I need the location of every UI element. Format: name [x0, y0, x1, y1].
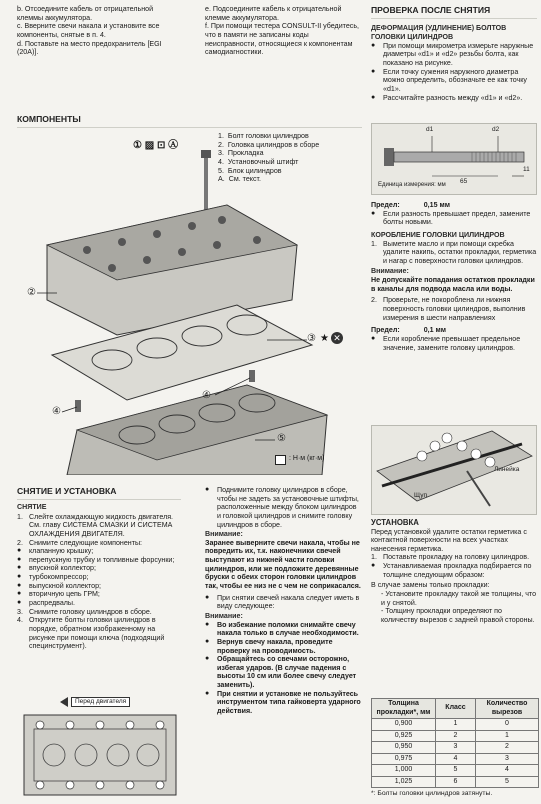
install-steps: [371, 553, 537, 562]
limit-row: [371, 201, 537, 210]
list-item: ● вторичную цепь ГРМ;: [17, 590, 181, 599]
middle-column: [205, 486, 362, 716]
bolt-shank: [204, 158, 208, 210]
middle-bullets-1: [205, 486, 362, 529]
replace-line-1: - Установите прокладку такой же толщины, что и у снятой.: [381, 589, 537, 607]
limit-label: Предел:: [371, 201, 400, 209]
gasket-table-wrapper: [371, 698, 539, 799]
exploded-view-svg: [17, 150, 362, 475]
removal-subtitle: СНЯТИЕ: [17, 503, 47, 511]
callout-2: ②: [27, 287, 36, 298]
feeler-label: Щуп: [414, 492, 428, 499]
ruler-label: Линейка: [494, 466, 520, 473]
attention-label-2: Внимание:: [205, 611, 243, 620]
legend-row: A. См. текст.: [218, 175, 261, 184]
list-item: ● Если разность превышает предел, замените болты новыми.: [371, 210, 537, 227]
callout-4-left: ④: [52, 406, 61, 417]
table-header-row: [372, 699, 539, 719]
list-item: ● Вернув свечу накала, проведите проверку на проводимость.: [205, 638, 362, 655]
bolt-bullets: [371, 42, 537, 102]
engine-front-arrow: [60, 697, 130, 707]
table-row: 0,975 4 3: [372, 753, 539, 765]
table-row: 1,000 5 4: [372, 765, 539, 777]
inspection-title: ПРОВЕРКА ПОСЛЕ СНЯТИЯ: [371, 5, 537, 19]
list-item: ● Если точку сужения наружного диаметра можно определить, обозначьте ее как точку «d1».: [371, 68, 537, 94]
removal-title: СНЯТИЕ И УСТАНОВКА: [17, 486, 181, 500]
table-footnote: *: Болты головки цилиндров затянуты.: [371, 790, 493, 798]
torque-icon: [275, 455, 286, 465]
legend-row: 5. Блок цилиндров: [218, 166, 282, 175]
column-header: Толщина прокладки*, мм: [372, 699, 436, 719]
limit-value: 0,15 мм: [423, 201, 450, 209]
column-header: Класс: [436, 699, 476, 719]
install-bullets: [371, 562, 537, 579]
bolt-head: [201, 150, 211, 158]
removal-components-list: [17, 547, 181, 607]
replace-line-2: - Толщину прокладки определяют по количеству вырезов с задней правой стороны.: [381, 607, 535, 624]
removal-step: 4. Открутите болты головки цилиндров в порядке, обратном изображенному на рисунке при помощи ключа (подходящий специнструмент).: [17, 616, 165, 651]
legend-row: 1. Болт головки цилиндров: [218, 132, 309, 140]
table-row: 0,900 1 0: [372, 719, 539, 731]
dowel-pin-right: [249, 370, 255, 382]
list-item: ● При снятии свечей накала следует иметь в виду следующее:: [205, 594, 362, 611]
attention-label-3: Внимание:: [371, 267, 409, 276]
table-row: 0,950 3 2: [372, 742, 539, 754]
warning-text-3: Не допускайте попадания остатков прокладки в каналы для подвода масла или воды.: [371, 276, 535, 293]
install-title: УСТАНОВКА: [371, 518, 419, 527]
removal-step: 1. Слейте охлаждающую жидкость двигателя. См. главу СИСТЕМА СМАЗКИ И СИСТЕМА ОХЛАЖДЕНИЯ ДВИГАТЕЛЯ.: [17, 512, 174, 538]
bolt-deformation-subtitle: ДЕФОРМАЦИЯ (УДЛИНЕНИЕ) БОЛТОВ ГОЛОВКИ ЦИЛИНДРОВ: [371, 24, 507, 42]
install-section: [371, 518, 537, 625]
removal-body: [17, 503, 181, 651]
top-left-item-b: b. Отсоедините кабель от отрицательной клеммы аккумулятора.: [17, 5, 154, 22]
top-middle-item-e: e. Подсоедините кабель к отрицательной клемме аккумулятора.: [205, 5, 342, 22]
warp-subtitle: КОРОБЛЕНИЕ ГОЛОВКИ ЦИЛИНДРОВ: [371, 230, 505, 239]
callout-4-right: ④: [202, 390, 211, 401]
warp-steps: [371, 240, 537, 266]
list-item: ● Рассчитайте разность между «d1» и «d2».: [371, 94, 537, 103]
torque-note: : Н·м (кг·м): [289, 455, 325, 462]
warning-text-1: Заранее выверните свечи накала, чтобы не повредить их, т.к. наконечники свечей выступают из нижней части головки цилиндров, или же подложите деревянные бруски с обеих сторон головки цилиндров так, чтобы ее низ не с чем не соприкасался.: [205, 538, 361, 591]
top-left-item-d: d. Поставьте на место предохранитель [EGI (20A)].: [17, 39, 162, 57]
right-column-top: [371, 5, 537, 102]
attention-label-1: Внимание:: [205, 530, 243, 539]
list-item: ● распредвалы.: [17, 599, 181, 608]
warp-step: 2. Проверьте, не покороблена ли нижняя поверхность головки цилиндров, выполнив измерения в шести направлениях: [371, 296, 526, 322]
limit2-label: Предел:: [371, 326, 400, 335]
d1-label: d1: [426, 126, 434, 133]
list-item: ● Обращайтесь со свечами осторожно, избегая ударов. (В случае падения с высоты 10 см или более свечу следует заменить).: [205, 655, 362, 690]
limit2-row: [371, 326, 537, 335]
removal-step: 3. Снимите головку цилиндров в сборе.: [17, 607, 152, 616]
components-title: КОМПОНЕНТЫ: [17, 114, 362, 128]
install-intro: Перед установкой удалите остатки герметика с контактной поверхности на всех участках нанесения герметика.: [371, 527, 527, 553]
engine-front-label: Перед двигателя: [71, 697, 130, 707]
no-reuse-icon: ✕: [331, 332, 343, 344]
top-left-item-c: c. Вверните свечи накала и установите все компоненты, снятые в п. 4.: [17, 22, 160, 39]
table-row: 0,925 2 1: [372, 730, 539, 742]
list-item: ● турбокомпрессор;: [17, 573, 181, 582]
list-item: ● впускной коллектор;: [17, 564, 181, 573]
list-item: ● Во избежание поломки снимайте свечу накала только в случае необходимости.: [205, 621, 362, 638]
callout-5: ⑤: [277, 433, 286, 444]
top-middle-text: [205, 5, 362, 57]
list-item: ● перепускную трубку и топливные форсунки;: [17, 556, 181, 565]
warning-list: [205, 621, 362, 716]
gasket-thickness-table: [371, 698, 539, 788]
legend-row: 2. Головка цилиндров в сборе: [218, 140, 320, 149]
table-row: 1,025 6 5: [372, 776, 539, 788]
d2-label: d2: [492, 126, 500, 133]
install-step: 1. Поставьте прокладку на головку цилиндров.: [371, 553, 530, 562]
top-left-text: [17, 5, 181, 57]
legend-row: 3. Прокладка: [218, 149, 264, 158]
list-item: ● При помощи микрометра измерьте наружные диаметры «d1» и «d2» резьбы болта, как показано на рисунке.: [371, 42, 537, 68]
limit2-value: 0,1 мм: [423, 326, 447, 335]
arrow-left-icon: [60, 697, 68, 707]
list-item: ● При снятии и установке не пользуйтесь инструментом типа гайковерта ударного действия.: [205, 690, 362, 716]
limit-bullets: [371, 210, 537, 227]
bolt-order-diagram: [20, 711, 180, 799]
removal-steps-2: [17, 608, 181, 651]
list-item: ● Поднимите головку цилиндров в сборе, чтобы не задеть за установочные штифты, расположенные между блоком цилиндров и головкой цилиндров и снимите головку цилиндров в сборе.: [205, 486, 362, 529]
warp-step: 1. Выметите масло и при помощи скребка удалите накипь, остатки прокладки, герметика и нагар с поверхности головки цилиндров.: [371, 239, 537, 265]
removal-step: 2. Снимите следующие компоненты:: [17, 538, 143, 547]
column-header: Количество вырезов: [476, 699, 539, 719]
bolt-order-svg: [20, 711, 180, 799]
list-item: ● Устанавливаемая прокладка подбирается по толщине следующим образом:: [371, 562, 537, 579]
list-item: ● выпускной коллектор;: [17, 582, 181, 591]
exploded-engine-illustration: [17, 150, 362, 475]
legend-row: 4. Установочный штифт: [218, 157, 299, 166]
replace-case: В случае замены только прокладки:: [371, 581, 490, 590]
callout-3: ③: [307, 333, 316, 344]
warpage-figure: [371, 425, 537, 515]
components-symbols: ① ▨ ⊡ Ⓐ: [133, 140, 179, 151]
dim-65-label: 65: [460, 178, 468, 185]
dim-11-label: 11: [523, 166, 530, 173]
bolt-measure-figure: [371, 123, 537, 195]
list-item: ● Если коробление превышает предельное значение, замените головку цилиндров.: [371, 335, 537, 352]
unit-label: Единица измерения: мм: [378, 182, 446, 188]
callout-3-star: ★: [320, 333, 329, 344]
removal-steps: [17, 513, 181, 548]
limit2-bullets: [371, 335, 537, 352]
top-middle-item-f: f. При помощи тестера CONSULT-II убедитесь, что в памяти не записаны коды неисправности, относящиеся к компонентам самодиагностики.: [205, 22, 359, 57]
right-column-mid: [371, 201, 537, 352]
dowel-pin-left: [75, 400, 81, 412]
middle-bullets-2: [205, 594, 362, 611]
list-item: ● клапанную крышку;: [17, 547, 181, 556]
warp-steps-2: [371, 296, 537, 322]
